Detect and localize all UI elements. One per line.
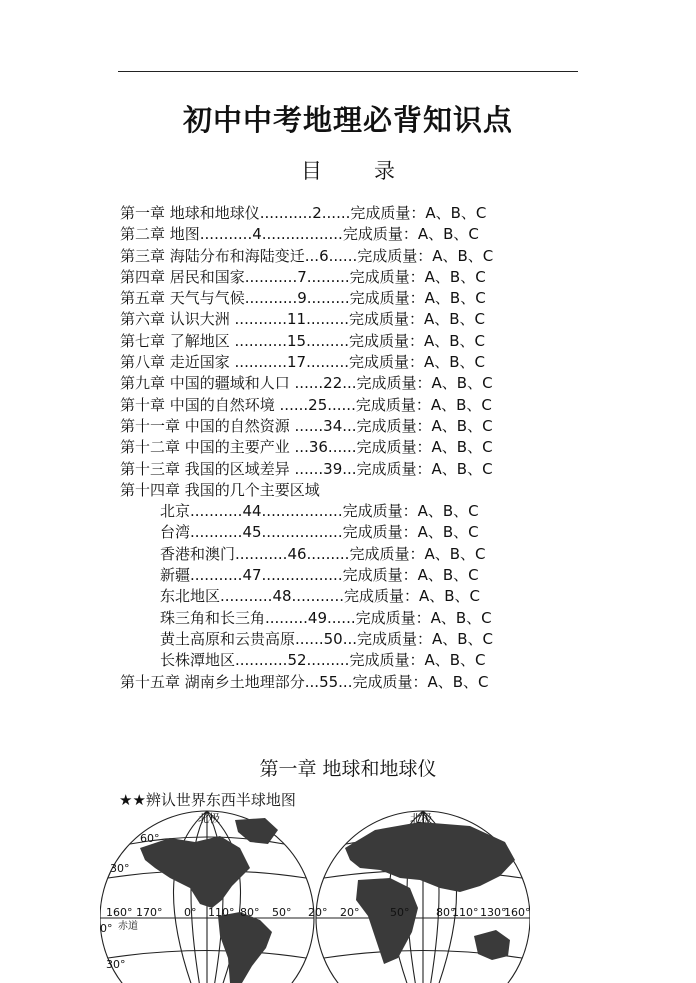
toc-subentry: 新疆...........47.................完成质量：A、B、C bbox=[160, 566, 479, 585]
greenland-shape bbox=[235, 818, 278, 844]
hemisphere-map bbox=[100, 808, 530, 983]
toc-entry: 第十五章 湖南乡土地理部分...55...完成质量：A、B、C bbox=[120, 672, 489, 691]
toc-entry: 第二章 地图...........4.................完成质量：A、B、C bbox=[120, 225, 479, 244]
lon-label-5: 80° bbox=[240, 906, 260, 919]
lon-label-6: 50° bbox=[272, 906, 292, 919]
lon-label-4: 110° bbox=[208, 906, 235, 919]
toc-entry: 第八章 走近国家 ...........17.........完成质量：A、B、C bbox=[120, 353, 486, 372]
toc-subentry: 东北地区...........48...........完成质量：A、B、C bbox=[160, 587, 481, 606]
north-pole-label-east: 北极 bbox=[410, 812, 432, 825]
north-pole-label-west: 北极 bbox=[198, 812, 220, 825]
toc-subentry: 长株潭地区...........52.........完成质量：A、B、C bbox=[160, 651, 486, 670]
lon-label-7: 20° bbox=[308, 906, 328, 919]
toc-entry: 第九章 中国的疆域和人口 ......22...完成质量：A、B、C bbox=[120, 374, 493, 393]
toc-subentry: 香港和澳门...........46.........完成质量：A、B、C bbox=[160, 544, 486, 563]
lon-label-3: 0° bbox=[184, 906, 197, 919]
lon-label-8: 20° bbox=[340, 906, 360, 919]
toc-subentry: 台湾...........45.................完成质量：A、B、C bbox=[160, 523, 479, 542]
toc-heading bbox=[0, 155, 696, 185]
table-of-contents bbox=[120, 203, 580, 693]
toc-heading-char-1: 目 bbox=[301, 159, 322, 183]
toc-entry: 第十四章 我国的几个主要区域 bbox=[120, 480, 320, 499]
toc-entry: 第六章 认识大洲 ...........11.........完成质量：A、B、C bbox=[120, 310, 486, 329]
top-rule bbox=[118, 71, 578, 72]
equator-label: 赤道 bbox=[118, 921, 138, 932]
lat-label-30n: 30° bbox=[110, 862, 130, 875]
toc-entry: 第十二章 中国的主要产业 ...36......完成质量：A、B、C bbox=[120, 438, 493, 457]
lat-label-0: 0° bbox=[100, 922, 113, 935]
lon-label-13: 160° bbox=[504, 906, 530, 919]
toc-subentry: 北京...........44.................完成质量：A、B、C bbox=[160, 502, 479, 521]
toc-entry: 第四章 居民和国家...........7.........完成质量：A、B、C bbox=[120, 267, 486, 286]
hemisphere-map-svg bbox=[100, 808, 530, 983]
lat-label-30s: 30° bbox=[106, 958, 126, 971]
lon-label-12: 130° bbox=[480, 906, 507, 919]
toc-entry: 第一章 地球和地球仪...........2......完成质量：A、B、C bbox=[120, 204, 487, 222]
lon-label-10: 80° bbox=[436, 906, 456, 919]
toc-entry: 第十章 中国的自然环境 ......25......完成质量：A、B、C bbox=[120, 395, 492, 414]
toc-entry: 第十一章 中国的自然资源 ......34...完成质量：A、B、C bbox=[120, 416, 493, 435]
toc-entry: 第七章 了解地区 ...........15.........完成质量：A、B、C bbox=[120, 331, 486, 350]
lon-label-11: 110° bbox=[452, 906, 479, 919]
toc-heading-char-2: 录 bbox=[374, 159, 395, 183]
toc-entry: 第十三章 我国的区域差异 ......39...完成质量：A、B、C bbox=[120, 459, 493, 478]
section-label: ★★辨认世界东西半球地图 bbox=[119, 791, 296, 809]
lon-label-2: 170° bbox=[136, 906, 163, 919]
lon-label-9: 50° bbox=[390, 906, 410, 919]
toc-entry: 第五章 天气与气候...........9.........完成质量：A、B、C bbox=[120, 289, 486, 308]
australia-shape bbox=[474, 930, 510, 960]
lon-label-1: 160° bbox=[106, 906, 133, 919]
chapter-heading: 第一章 地球和地球仪 bbox=[259, 758, 437, 780]
document-title: 初中中考地理必背知识点 bbox=[182, 103, 513, 137]
toc-subentry: 黄土高原和云贵高原......50...完成质量：A、B、C bbox=[160, 629, 494, 648]
toc-entry: 第三章 海陆分布和海陆变迁...6......完成质量：A、B、C bbox=[120, 246, 494, 265]
toc-subentry: 珠三角和长三角.........49......完成质量：A、B、C bbox=[160, 608, 492, 627]
lat-label-60: 60° bbox=[140, 832, 160, 845]
